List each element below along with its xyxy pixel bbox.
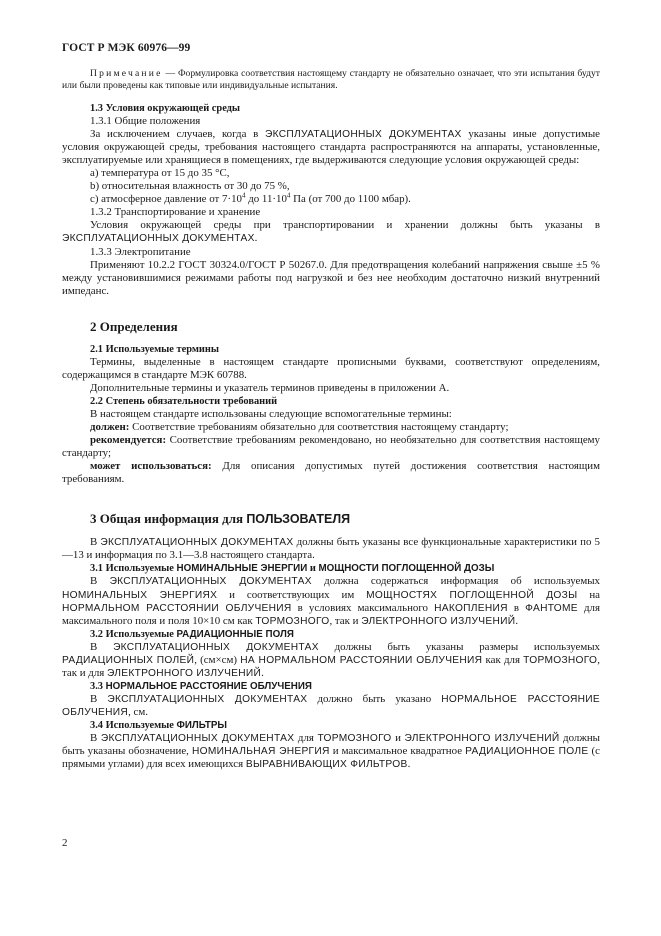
- section-1-3-1-heading: 1.3.1 Общие положения: [90, 115, 201, 128]
- section-3-intro: В ЭКСПЛУАТАЦИОННЫХ ДОКУМЕНТАХ должны быть указаны все функциональные характеристики по 5—13 и информация по 3.1—3.8 настоящего стандарта.: [62, 536, 600, 562]
- term-definition: может использоваться: Для описания допустимых путей достижения соответствия настоящим требованиям.: [62, 460, 600, 486]
- section-3-4-heading: 3.4 Используемые ФИЛЬТРЫ: [90, 719, 227, 731]
- page-content: [62, 68, 600, 771]
- section-2-heading: 2 Определения: [90, 318, 178, 334]
- section-3-1-text: В ЭКСПЛУАТАЦИОННЫХ ДОКУМЕНТАХ должна содержаться информация об используемых НОМИНАЛЬНЫХ ЭНЕРГИЯХ и соответствующих им МОЩНОСТЯХ ПОГЛОЩЕННОЙ ДОЗЫ на НОРМАЛЬНОМ РАССТОЯНИИ ОБЛУЧЕНИЯ в условиях максимального НАКОПЛЕНИЯ в ФАНТОМЕ для максимального поля и поля 10×10 см как ТОРМОЗНОГО, так и ЭЛЕКТРОННОГО ИЗЛУЧЕНИЙ.: [62, 575, 600, 627]
- section-1-3-3-heading: 1.3.3 Электропитание: [90, 245, 191, 258]
- note-text: — Формулировка соответствия настоящему стандарту не обязательно означает, что эти испытания будут или были проведены как типовые или индивидуальные испытания.: [62, 68, 600, 91]
- section-2-1-text: Термины, выделенные в настоящем стандарте прописными буквами, соответствуют определениям, содержащимся в стандарте МЭК 60788.: [62, 355, 600, 381]
- list-item: b) относительная влажность от 30 до 75 %,: [90, 180, 290, 193]
- section-1-3-1-text: За исключением случаев, когда в ЭКСПЛУАТАЦИОННЫХ ДОКУМЕНТАХ указаны иные допустимые условия окружающей среды, требования настоящего стандарта распространяются на аппараты, установленные, эксплуатируемые или хранящиеся в помещениях, где выдерживаются следующие условия окружающей среды:: [62, 128, 601, 167]
- term-definition: должен: Соответствие требованиям обязательно для соответствия настоящему стандарту;: [90, 421, 509, 434]
- section-3-2-text: В ЭКСПЛУАТАЦИОННЫХ ДОКУМЕНТАХ должны быть указаны размеры используемых РАДИАЦИОННЫХ ПОЛЕЙ, (см×см) НА НОРМАЛЬНОМ РАССТОЯНИИ ОБЛУЧЕНИЯ как для ТОРМОЗНОГО, так и для ЭЛЕКТРОННОГО ИЗЛУЧЕНИЙ.: [62, 640, 600, 679]
- section-1-3-2-heading: 1.3.2 Транспортирование и хранение: [90, 206, 261, 219]
- section-3-4-text: В ЭКСПЛУАТАЦИОННЫХ ДОКУМЕНТАХ для ТОРМОЗНОГО и ЭЛЕКТРОННОГО ИЗЛУЧЕНИЙ должны быть указаны обозначение, НОМИНАЛЬНАЯ ЭНЕРГИЯ и максимальное квадратное РАДИАЦИОННОЕ ПОЛЕ (с прямыми углами) для всех имеющихся ВЫРАВНИВАЮЩИХ ФИЛЬТРОВ.: [62, 732, 601, 771]
- term-definition: рекомендуется: Соответствие требованиям рекомендовано, но необязательно для соответствия настоящему стандарту;: [62, 434, 600, 460]
- page-number: 2: [62, 837, 68, 849]
- section-2-2-heading: 2.2 Степень обязательности требований: [90, 395, 278, 407]
- page-header: ГОСТ Р МЭК 60976—99: [62, 42, 191, 54]
- list-item: a) температура от 15 до 35 °С,: [90, 167, 230, 180]
- section-3-3-text: В ЭКСПЛУАТАЦИОННЫХ ДОКУМЕНТАХ должно быть указано НОРМАЛЬНОЕ РАССТОЯНИЕ ОБЛУЧЕНИЯ, см.: [62, 692, 600, 718]
- section-1-3-2-text: Условия окружающей среды при транспортировании и хранении должны быть указаны в ЭКСПЛУАТАЦИОННЫХ ДОКУМЕНТАХ.: [62, 219, 600, 245]
- section-3-2-heading: 3.2 Используемые РАДИАЦИОННЫЕ ПОЛЯ: [90, 628, 294, 640]
- note-label: Примечание: [90, 68, 163, 79]
- section-1-3-3-text: Применяют 10.2.2 ГОСТ 30324.0/ГОСТ Р 50267.0. Для предотвращения колебаний напряжения свыше ±5 % между установившимися режимами работы под нагрузкой и без нее необходим достаточно низкий внутренний импеданс.: [62, 258, 600, 297]
- note: [62, 68, 600, 92]
- section-3-heading: 3 Общая информация для ПОЛЬЗОВАТЕЛЯ: [90, 511, 351, 527]
- section-3-3-heading: 3.3 НОРМАЛЬНОЕ РАССТОЯНИЕ ОБЛУЧЕНИЯ: [90, 680, 312, 692]
- list-item: c) атмосферное давление от $7\cdot 10^4$ до $11\cdot 10^4$ Па (от 700 до 1100 мбар).: [90, 191, 411, 206]
- section-3-1-heading: 3.1 Используемые НОМИНАЛЬНЫЕ ЭНЕРГИИ и МОЩНОСТИ ПОГЛОЩЕННОЙ ДОЗЫ: [90, 563, 495, 575]
- section-2-1-text-2: Дополнительные термины и указатель терминов приведены в приложении А.: [90, 381, 450, 394]
- section-2-1-heading: 2.1 Используемые термины: [90, 343, 219, 355]
- section-2-2-intro: В настоящем стандарте использованы следующие вспомогательные термины:: [90, 407, 452, 420]
- section-1-3-heading: 1.3 Условия окружающей среды: [90, 103, 241, 114]
